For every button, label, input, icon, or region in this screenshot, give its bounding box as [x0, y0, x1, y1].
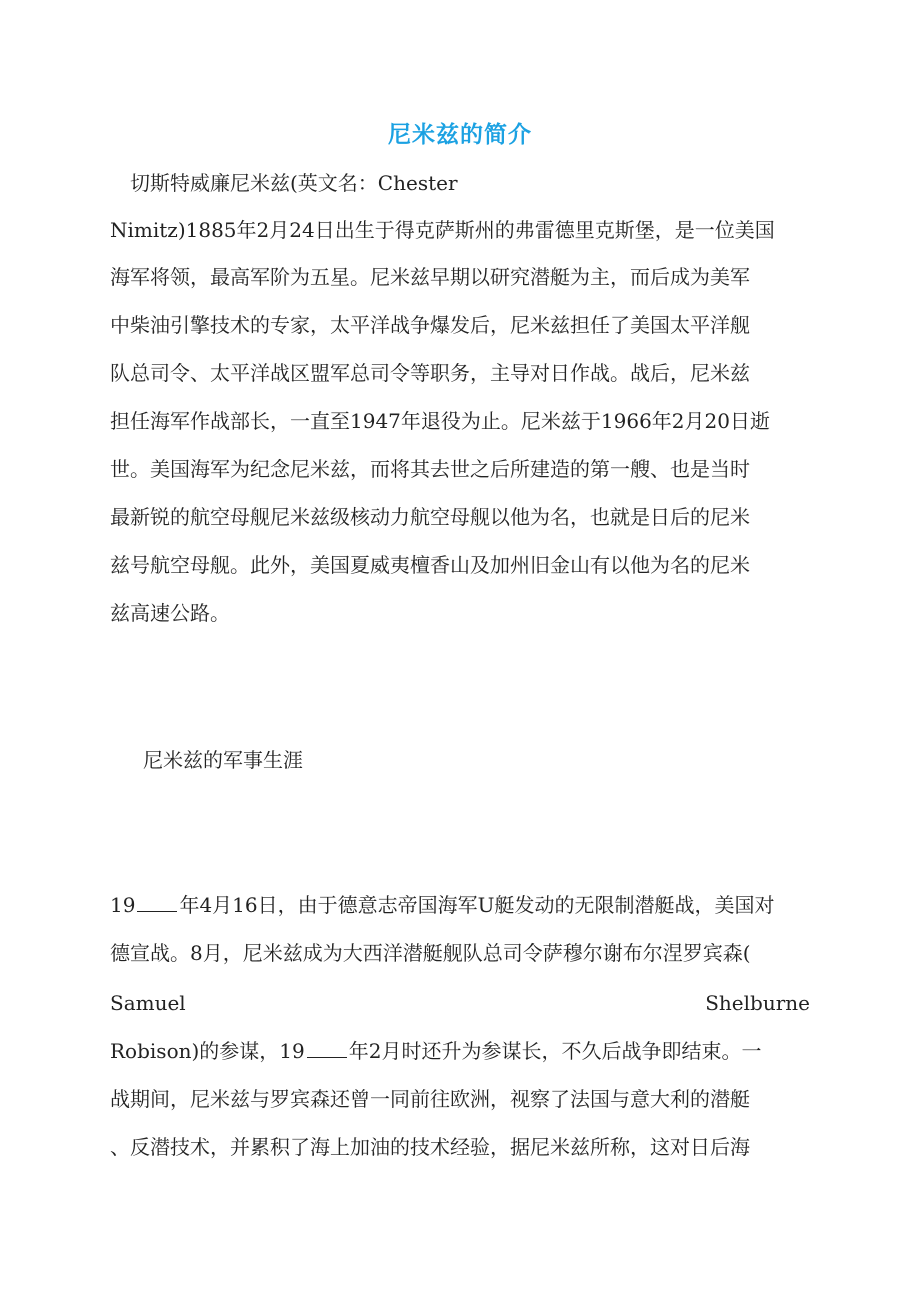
intro-line: 中柴油引擎技术的专家，太平洋战争爆发后，尼米兹担任了美国太平洋舰	[110, 313, 750, 337]
intro-line: 担任海军作战部长，一直至1947年退役为止。尼米兹于1966年2月20日逝	[110, 409, 770, 433]
career-line	[110, 890, 774, 920]
career-text: 年2月时还升为参谋长，不久后战争即结束。一	[348, 1039, 762, 1063]
year-blank	[137, 897, 177, 912]
career-line	[110, 988, 810, 1018]
career-line	[110, 1036, 761, 1066]
name-middle: Shelburne	[705, 991, 810, 1015]
page-title: 尼米兹的简介	[388, 121, 532, 148]
section-heading: 尼米兹的军事生涯	[143, 748, 303, 772]
year-blank	[307, 1043, 347, 1058]
intro-line: 海军将领，最高军阶为五星。尼米兹早期以研究潜艇为主，而后成为美军	[110, 265, 750, 289]
career-text: 年4月16日，由于德意志帝国海军U艇发动的无限制潜艇战，美国对	[179, 893, 775, 917]
name-first: Samuel	[110, 991, 186, 1015]
intro-line: 切斯特威廉尼米兹(英文名：Chester	[130, 171, 458, 195]
intro-line: Nimitz)1885年2月24日出生于得克萨斯州的弗雷德里克斯堡，是一位美国	[110, 218, 775, 242]
intro-line: 世。美国海军为纪念尼米兹，而将其去世之后所建造的第一艘、也是当时	[110, 457, 750, 481]
career-line: 、反潜技术，并累积了海上加油的技术经验，据尼米兹所称，这对日后海	[110, 1135, 750, 1159]
career-line: 德宣战。8月，尼米兹成为大西洋潜艇舰队总司令萨穆尔谢布尔涅罗宾森(	[110, 941, 751, 965]
career-text: Robison)的参谋，19	[110, 1039, 305, 1063]
intro-line: 兹高速公路。	[110, 601, 230, 625]
intro-line: 兹号航空母舰。此外，美国夏威夷檀香山及加州旧金山有以他为名的尼米	[110, 553, 750, 577]
career-line: 战期间，尼米兹与罗宾森还曾一同前往欧洲，视察了法国与意大利的潜艇	[110, 1087, 750, 1111]
intro-line: 最新锐的航空母舰尼米兹级核动力航空母舰以他为名，也就是日后的尼米	[110, 505, 750, 529]
year-prefix: 19	[110, 893, 136, 917]
intro-line: 队总司令、太平洋战区盟军总司令等职务，主导对日作战。战后，尼米兹	[110, 361, 750, 385]
